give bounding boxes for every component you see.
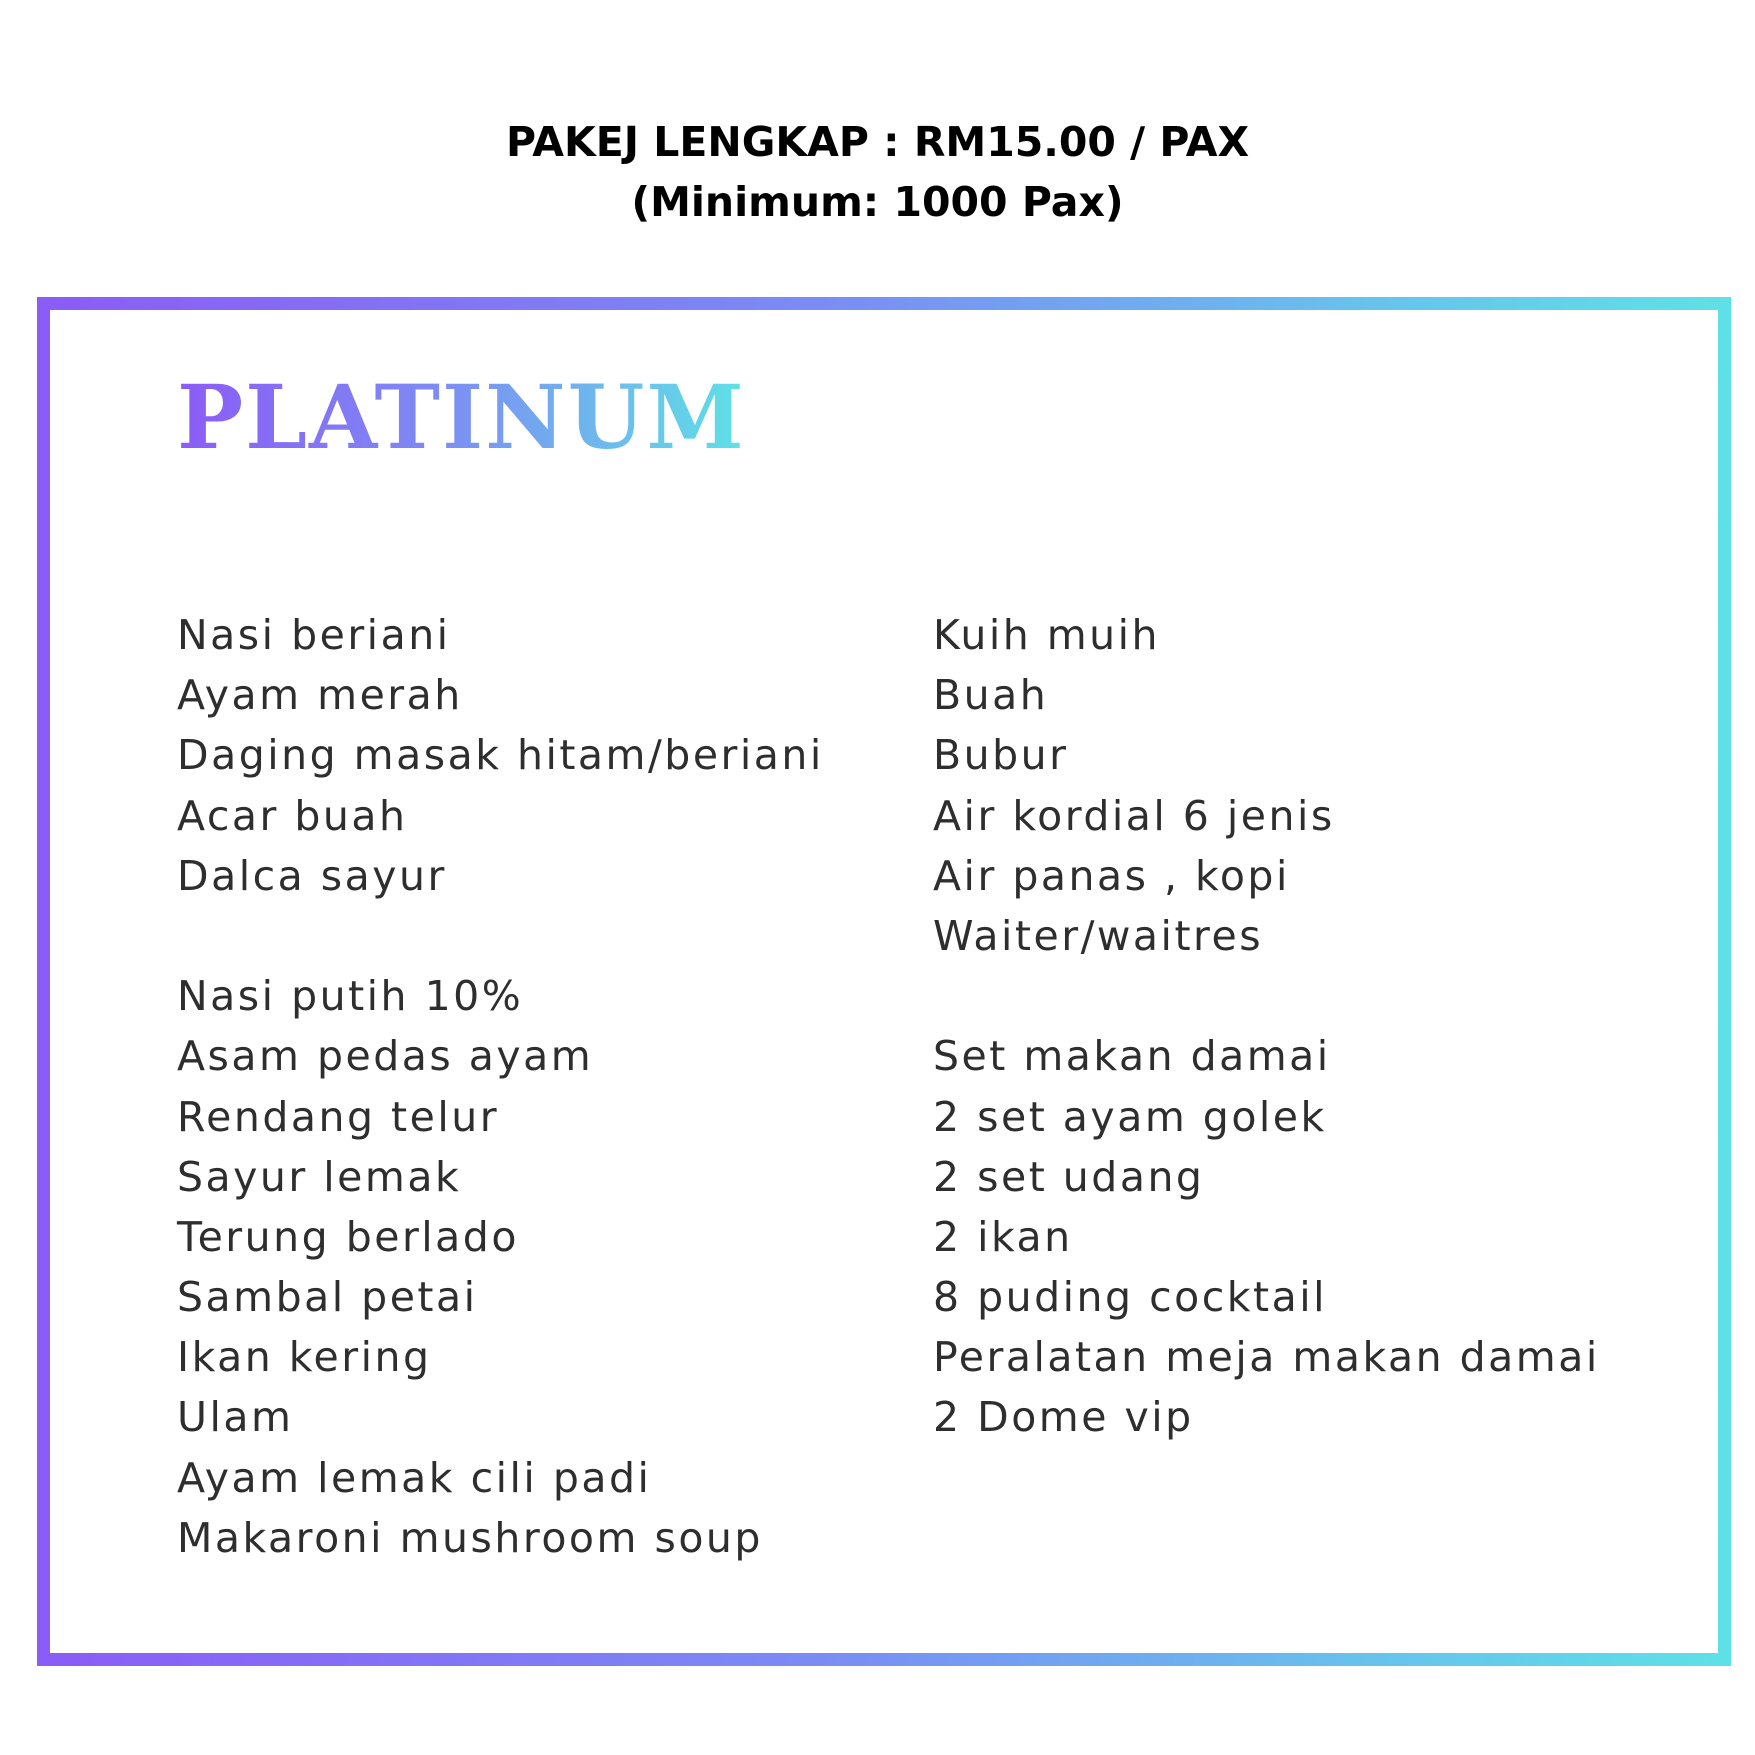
menu-item: Peralatan meja makan damai <box>933 1333 1600 1382</box>
minimum-line: (Minimum: 1000 Pax) <box>631 178 1124 226</box>
menu-item: 2 set ayam golek <box>933 1092 1327 1141</box>
menu-column-left <box>177 605 824 1568</box>
menu-item: 8 puding cocktail <box>933 1273 1327 1322</box>
menu-item: Ulam <box>177 1393 294 1442</box>
menu-item: 2 ikan <box>933 1212 1073 1261</box>
menu-item: Bubur <box>933 731 1069 780</box>
menu-item: Air kordial 6 jenis <box>933 791 1335 840</box>
menu-item: Kuih muih <box>933 611 1161 659</box>
menu-card <box>50 310 1718 1653</box>
menu-item: Set makan damai <box>933 1032 1331 1081</box>
menu-item: Ayam merah <box>177 671 463 720</box>
menu-item: Sambal petai <box>177 1273 478 1322</box>
menu-item: Air panas , kopi <box>933 851 1290 900</box>
group-spacer <box>177 906 824 966</box>
menu-item: Acar buah <box>177 791 408 840</box>
group-spacer <box>933 966 1600 1026</box>
menu-item: 2 set udang <box>933 1152 1205 1201</box>
menu-item: Rendang telur <box>177 1092 500 1141</box>
menu-column-right <box>933 605 1600 1448</box>
menu-item: Terung berlado <box>177 1212 519 1261</box>
menu-item: Asam pedas ayam <box>177 1032 594 1081</box>
menu-item: Daging masak hitam/beriani <box>177 731 824 780</box>
menu-item: 2 Dome vip <box>933 1393 1194 1442</box>
package-title: PLATINUM <box>177 362 746 472</box>
menu-item: Dalca sayur <box>177 851 447 900</box>
menu-item: Waiter/waitres <box>933 911 1264 960</box>
menu-item: Ikan kering <box>177 1333 432 1382</box>
menu-item: Makaroni mushroom soup <box>177 1513 763 1562</box>
menu-item: Nasi putih 10% <box>177 972 524 1021</box>
menu-item: Nasi beriani <box>177 611 451 659</box>
gradient-frame <box>37 297 1731 1666</box>
price-header <box>0 112 1755 232</box>
menu-item: Ayam lemak cili padi <box>177 1453 652 1502</box>
price-line: PAKEJ LENGKAP : RM15.00 / PAX <box>505 118 1250 166</box>
menu-item: Buah <box>933 671 1049 720</box>
menu-item: Sayur lemak <box>177 1152 462 1201</box>
